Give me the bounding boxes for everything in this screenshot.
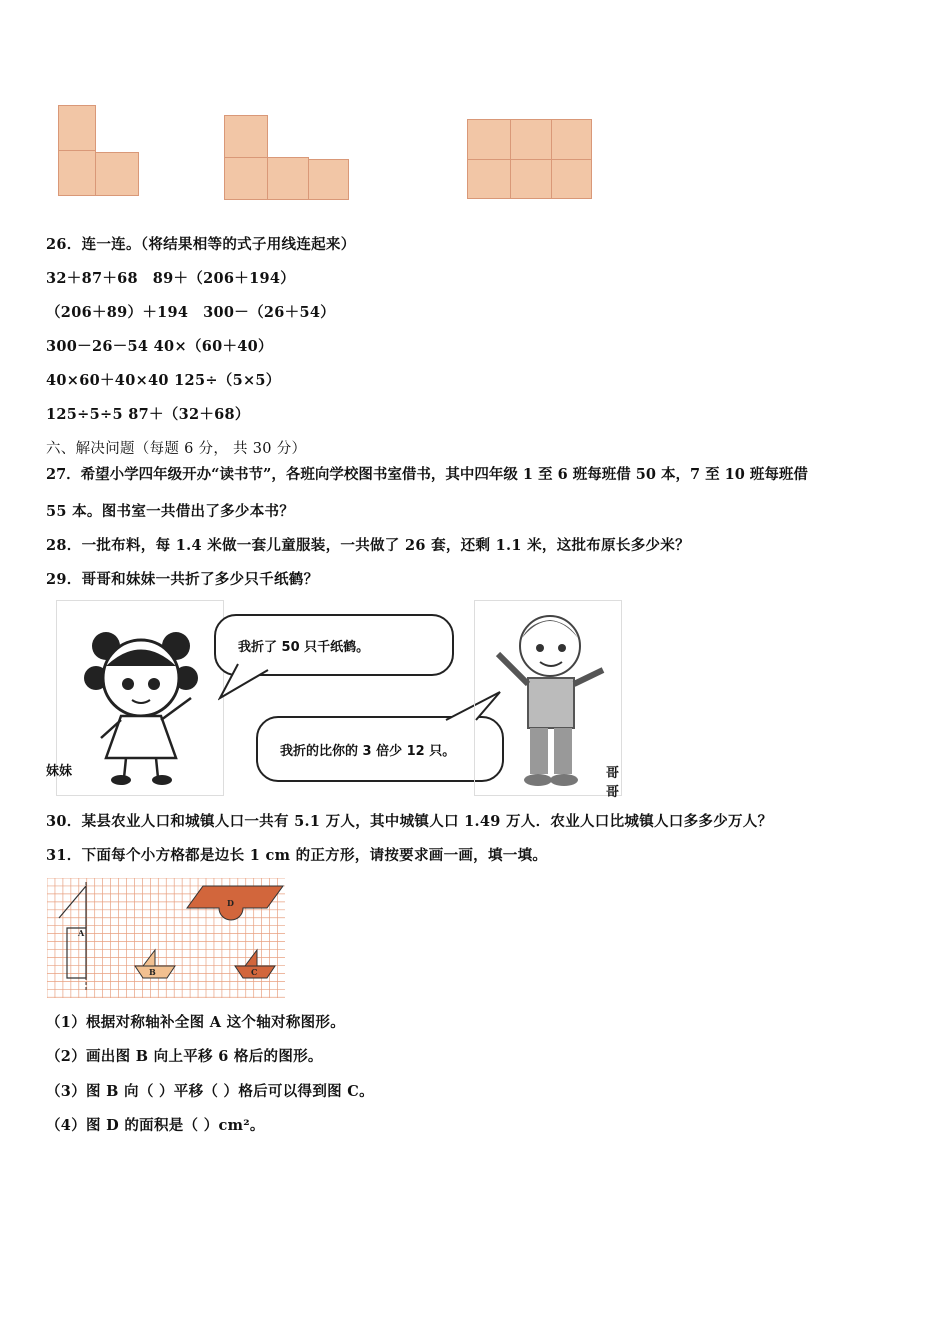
q31-item: （4）图 D 的面积是（ ）cm²。 xyxy=(46,1117,265,1134)
unit-square xyxy=(58,105,96,151)
bubble-tail xyxy=(218,662,278,702)
q31-item: （3）图 B 向（ ）平移（ ）格后可以得到图 C。 xyxy=(46,1083,374,1100)
q29-illustration xyxy=(46,600,622,800)
unit-square xyxy=(308,159,349,200)
unit-square xyxy=(224,157,268,200)
label-a: A xyxy=(78,928,85,938)
q28-text: 28．一批布料，每 1.4 米做一套儿童服装，一共做了 26 套，还剩 1.1 米，这批布原长多少米？ xyxy=(46,537,690,554)
girl-illustration xyxy=(66,608,216,788)
unit-square xyxy=(467,119,511,160)
q31-title: 31．下面每个小方格都是边长 1 cm 的正方形，请按要求画一画，填一填。 xyxy=(46,847,548,864)
q27-line1: 27．希望小学四年级开办“读书节”，各班向学校图书室借书，其中四年级 1 至 6 班每班借 50 本，7 至 10 班每班借 xyxy=(46,466,808,483)
q27-line2: 55 本。图书室一共借出了多少本书？ xyxy=(46,503,295,520)
q26-row: 125÷5÷5 87＋（32＋68） xyxy=(46,406,250,423)
figure-d xyxy=(187,886,283,920)
label-b: B xyxy=(149,967,156,977)
unit-square xyxy=(224,115,268,158)
label-d: D xyxy=(227,898,234,908)
q26-row: 40×60＋40×40 125÷（5×5） xyxy=(46,372,281,389)
unit-square xyxy=(95,152,139,196)
q31-item: （2）画出图 B 向上平移 6 格后的图形。 xyxy=(46,1048,323,1065)
boy-illustration xyxy=(478,604,618,792)
q26-row: 32＋87＋68 89＋（206＋194） xyxy=(46,270,296,287)
q26-row: （206＋89）＋194 300－（26＋54） xyxy=(46,304,336,321)
unit-square xyxy=(467,159,511,199)
figure-c-flag xyxy=(245,950,257,966)
unit-square xyxy=(267,157,309,200)
unit-square xyxy=(551,119,592,160)
figure-b-flag xyxy=(143,950,155,966)
section-heading: 六、解决问题（每题 6 分， 共 30 分） xyxy=(46,441,307,457)
sister-label: 妹妹 xyxy=(46,764,73,779)
brother-speech-text: 我折的比你的 3 倍少 12 只。 xyxy=(280,743,456,759)
unit-square xyxy=(510,159,552,199)
q30-text: 30．某县农业人口和城镇人口一共有 5.1 万人，其中城镇人口 1.49 万人．农业人口比城镇人口多多少万人？ xyxy=(46,813,773,830)
q26-row: 300－26－54 40×（60＋40） xyxy=(46,338,273,355)
q29-title: 29．哥哥和妹妹一共折了多少只千纸鹤？ xyxy=(46,571,319,588)
q26-title: 26．连一连。（将结果相等的式子用线连起来） xyxy=(46,236,356,253)
unit-square xyxy=(551,159,592,199)
unit-square xyxy=(58,150,96,196)
grid-figure xyxy=(47,878,285,998)
label-c: C xyxy=(251,967,258,977)
q31-item: （1）根据对称轴补全图 A 这个轴对称图形。 xyxy=(46,1014,346,1031)
unit-square xyxy=(510,119,552,160)
sister-speech-text: 我折了 50 只千纸鹤。 xyxy=(238,639,370,655)
brother-label: 哥哥 xyxy=(606,766,620,800)
